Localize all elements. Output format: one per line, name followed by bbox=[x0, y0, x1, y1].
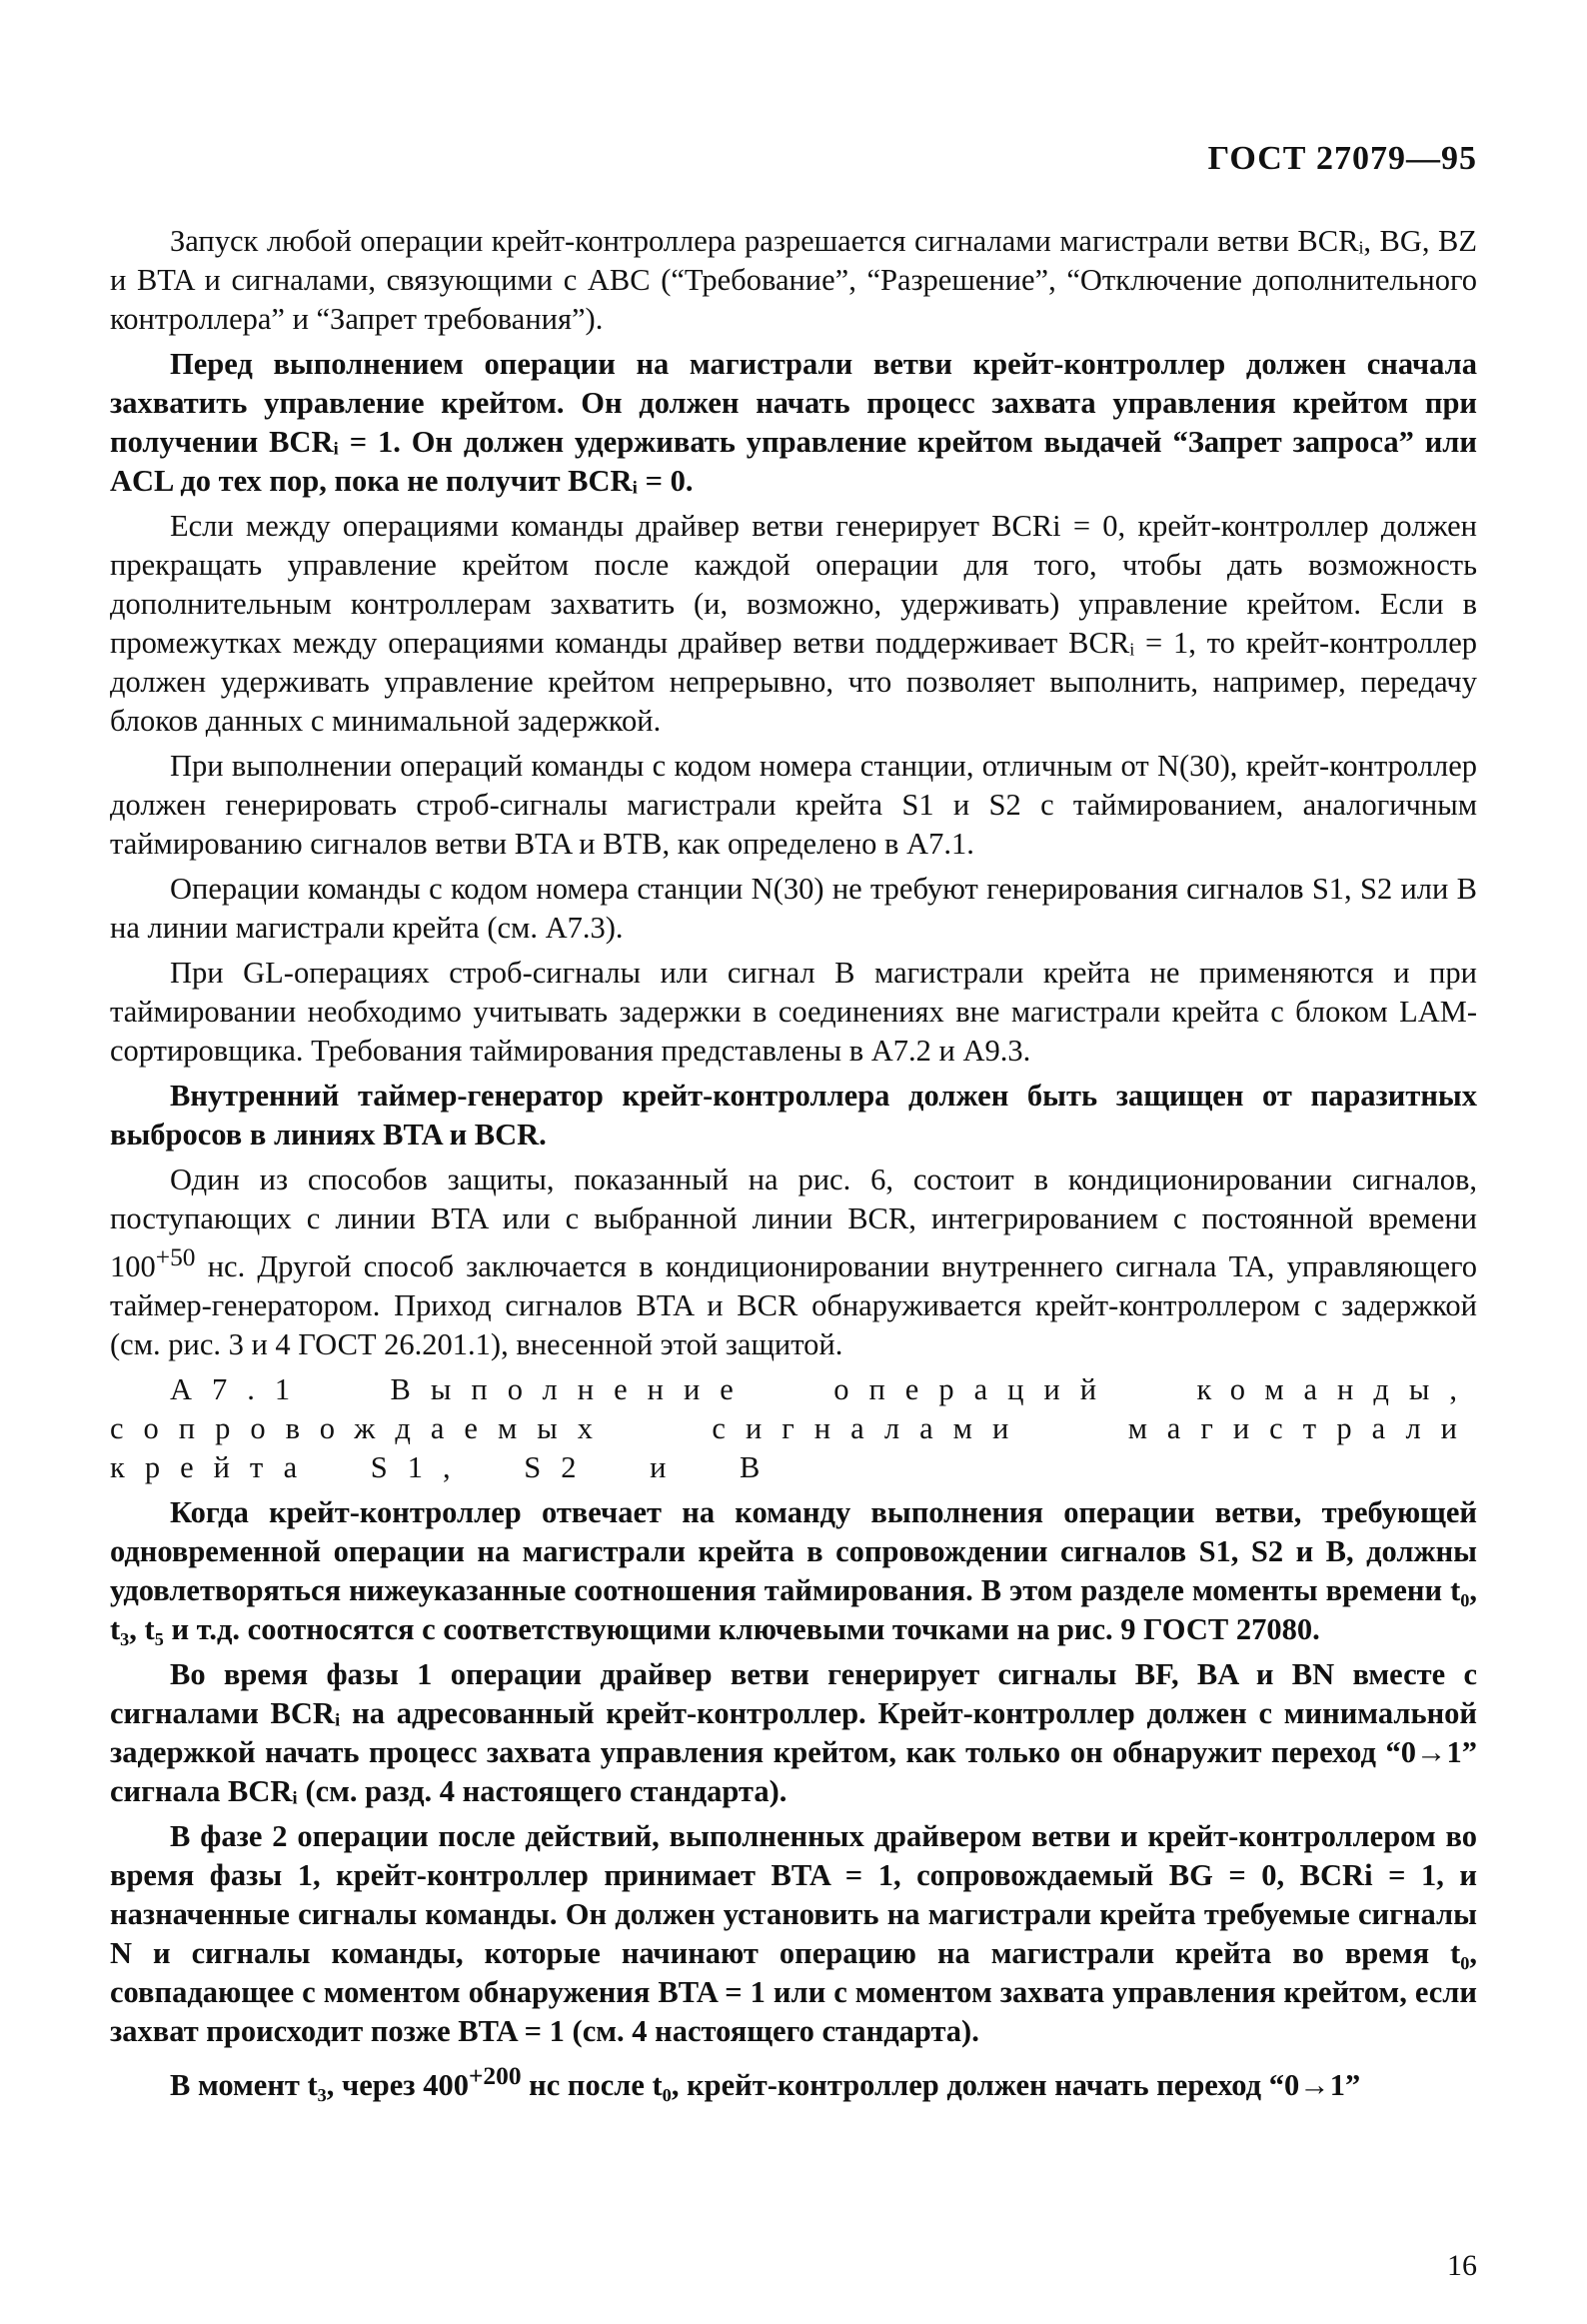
t3-text-start: В момент t₃, через bbox=[170, 2068, 416, 2103]
paragraph-timer-protection: Внутренний таймер-генератор крейт-контроллера должен быть защищен от паразитных выбросов в линиях BTA и BCR. bbox=[110, 1079, 1477, 1152]
paragraph-protection-method bbox=[110, 1161, 1477, 1364]
t3-text-end: нс после t₀, крейт-контроллер должен начать переход “0→1” bbox=[529, 2068, 1361, 2103]
standard-header: ГОСТ 27079—95 bbox=[1207, 140, 1477, 177]
paragraph-bcr-between-ops: Если между операциями команды драйвер ветви генерирует BCRi = 0, крейт-контроллер должен прекращать управление крейтом после каждой операции для того, чтобы дать возможность дополнительным контроллерам захватить (и, возможно, удерживать) управление крейтом. Если в промежутках между операциями команды драйвер ветви поддерживает BCRᵢ = 1, то крейт-контроллер должен удерживать управление крейтом непрерывно, что позволяет выполнить, например, передачу блоков данных с минимальной задержкой. bbox=[110, 509, 1477, 738]
paragraph-launch: Запуск любой операции крейт-контроллера разрешается сигналами магистрали ветви BCRᵢ, BG, BZ и BTA и сигналами, связующими с ABC (“Требование”, “Разрешение”, “Отключение дополнительного контроллера” и “Запрет требования”). bbox=[110, 224, 1477, 336]
paragraph-station-code: При выполнении операций команды с кодом номера станции, отличным от N(30), крейт-контроллер должен генерировать строб-сигналы магистрали крейта S1 и S2 с таймированием, аналогичным таймированию сигналов ветви BTA и BTB, как определено в A7.1. bbox=[110, 749, 1477, 861]
paragraph-gl-operations: При GL-операциях строб-сигналы или сигнал B магистрали крейта не применяются и при таймировании необходимо учитывать задержки в соединениях вне магистрали крейта с блоком LAM-сортировщика. Требования таймирования представлены в A7.2 и A9.3. bbox=[110, 956, 1477, 1068]
paragraph-capture-control: Перед выполнением операции на магистрали ветви крейт-контроллер должен сначала захватить управление крейтом. Он должен начать процесс захвата управления крейтом при получении BCRᵢ = 1. Он должен удерживать управление крейтом выдачей “Запрет запроса” или ACL до тех пор, пока не получит BCRᵢ = 0. bbox=[110, 347, 1477, 498]
paragraph-moment-t3 bbox=[110, 2057, 1477, 2105]
time-constant-tolerance: +50 bbox=[155, 1243, 196, 1271]
paragraph-n30: Операции команды с кодом номера станции N(30) не требуют генерирования сигналов S1, S2 или B на линии магистрали крейта (см. A7.3). bbox=[110, 872, 1477, 945]
section-heading-a7-1: A7.1 Выполнение операций команды, сопровождаемых сигналами магистрали крейта S1, S2 и B bbox=[110, 1372, 1477, 1485]
paragraph-timing-relations: Когда крейт-контроллер отвечает на команду выполнения операции ветви, требующей одновременной операции на магистрали крейта в сопровождении сигналов S1, S2 и B, должны удовлетворяться нижеуказанные соотношения таймирования. В этом разделе моменты времени t₀, t₃, t₅ и т.д. соотносятся с соответствующими ключевыми точками на рис. 9 ГОСТ 27080. bbox=[110, 1495, 1477, 1647]
t3-delay-tolerance: +200 bbox=[468, 2062, 522, 2091]
paragraph-phase-1: Во время фазы 1 операции драйвер ветви генерирует сигналы BF, BA и BN вместе с сигналами BCRᵢ на адресованный крейт-контроллер. Крейт-контроллер должен с минимальной задержкой начать процесс захвата управления крейтом, как только он обнаружит переход “0→1” сигнала BCRᵢ (см. разд. 4 настоящего стандарта). bbox=[110, 1657, 1477, 1809]
paragraph-phase-2: В фазе 2 операции после действий, выполненных драйвером ветви и крейт-контроллером во время фазы 1, крейт-контроллер принимает BTA = 1, сопровождаемый BG = 0, BCRi = 1, и назначенные сигналы команды. Он должен установить на магистрали крейта требуемые сигналы N и сигналы команды, которые начинают операцию на магистрали крейта во время t₀, совпадающее с моментом обнаружения BTA = 1 или с моментом захвата управления крейтом, если захват происходит позже BTA = 1 (см. 4 настоящего стандарта). bbox=[110, 1819, 1477, 2049]
time-constant-value: 100 bbox=[110, 1249, 156, 1284]
page-number: 16 bbox=[1447, 2249, 1477, 2282]
t3-delay-value: 400 bbox=[423, 2068, 469, 2103]
protection-text-end: нс. Другой способ заключается в кондиционировании внутреннего сигнала TA, управляющего таймер-генератором. Приход сигналов BTA и BCR обнаруживается крейт-контроллером с задержкой (см. рис. 3 и 4 ГОСТ 26.201.1), внесенной этой защитой. bbox=[110, 1249, 1478, 1362]
protection-text-start: Один из способов защиты, показанный на рис. 6, состоит в кондиционировании сигналов, поступающих с линии BTA или с выбранной линии BCR, интегрированием с постоянной времени bbox=[110, 1162, 1477, 1235]
document-body bbox=[110, 222, 1477, 2105]
